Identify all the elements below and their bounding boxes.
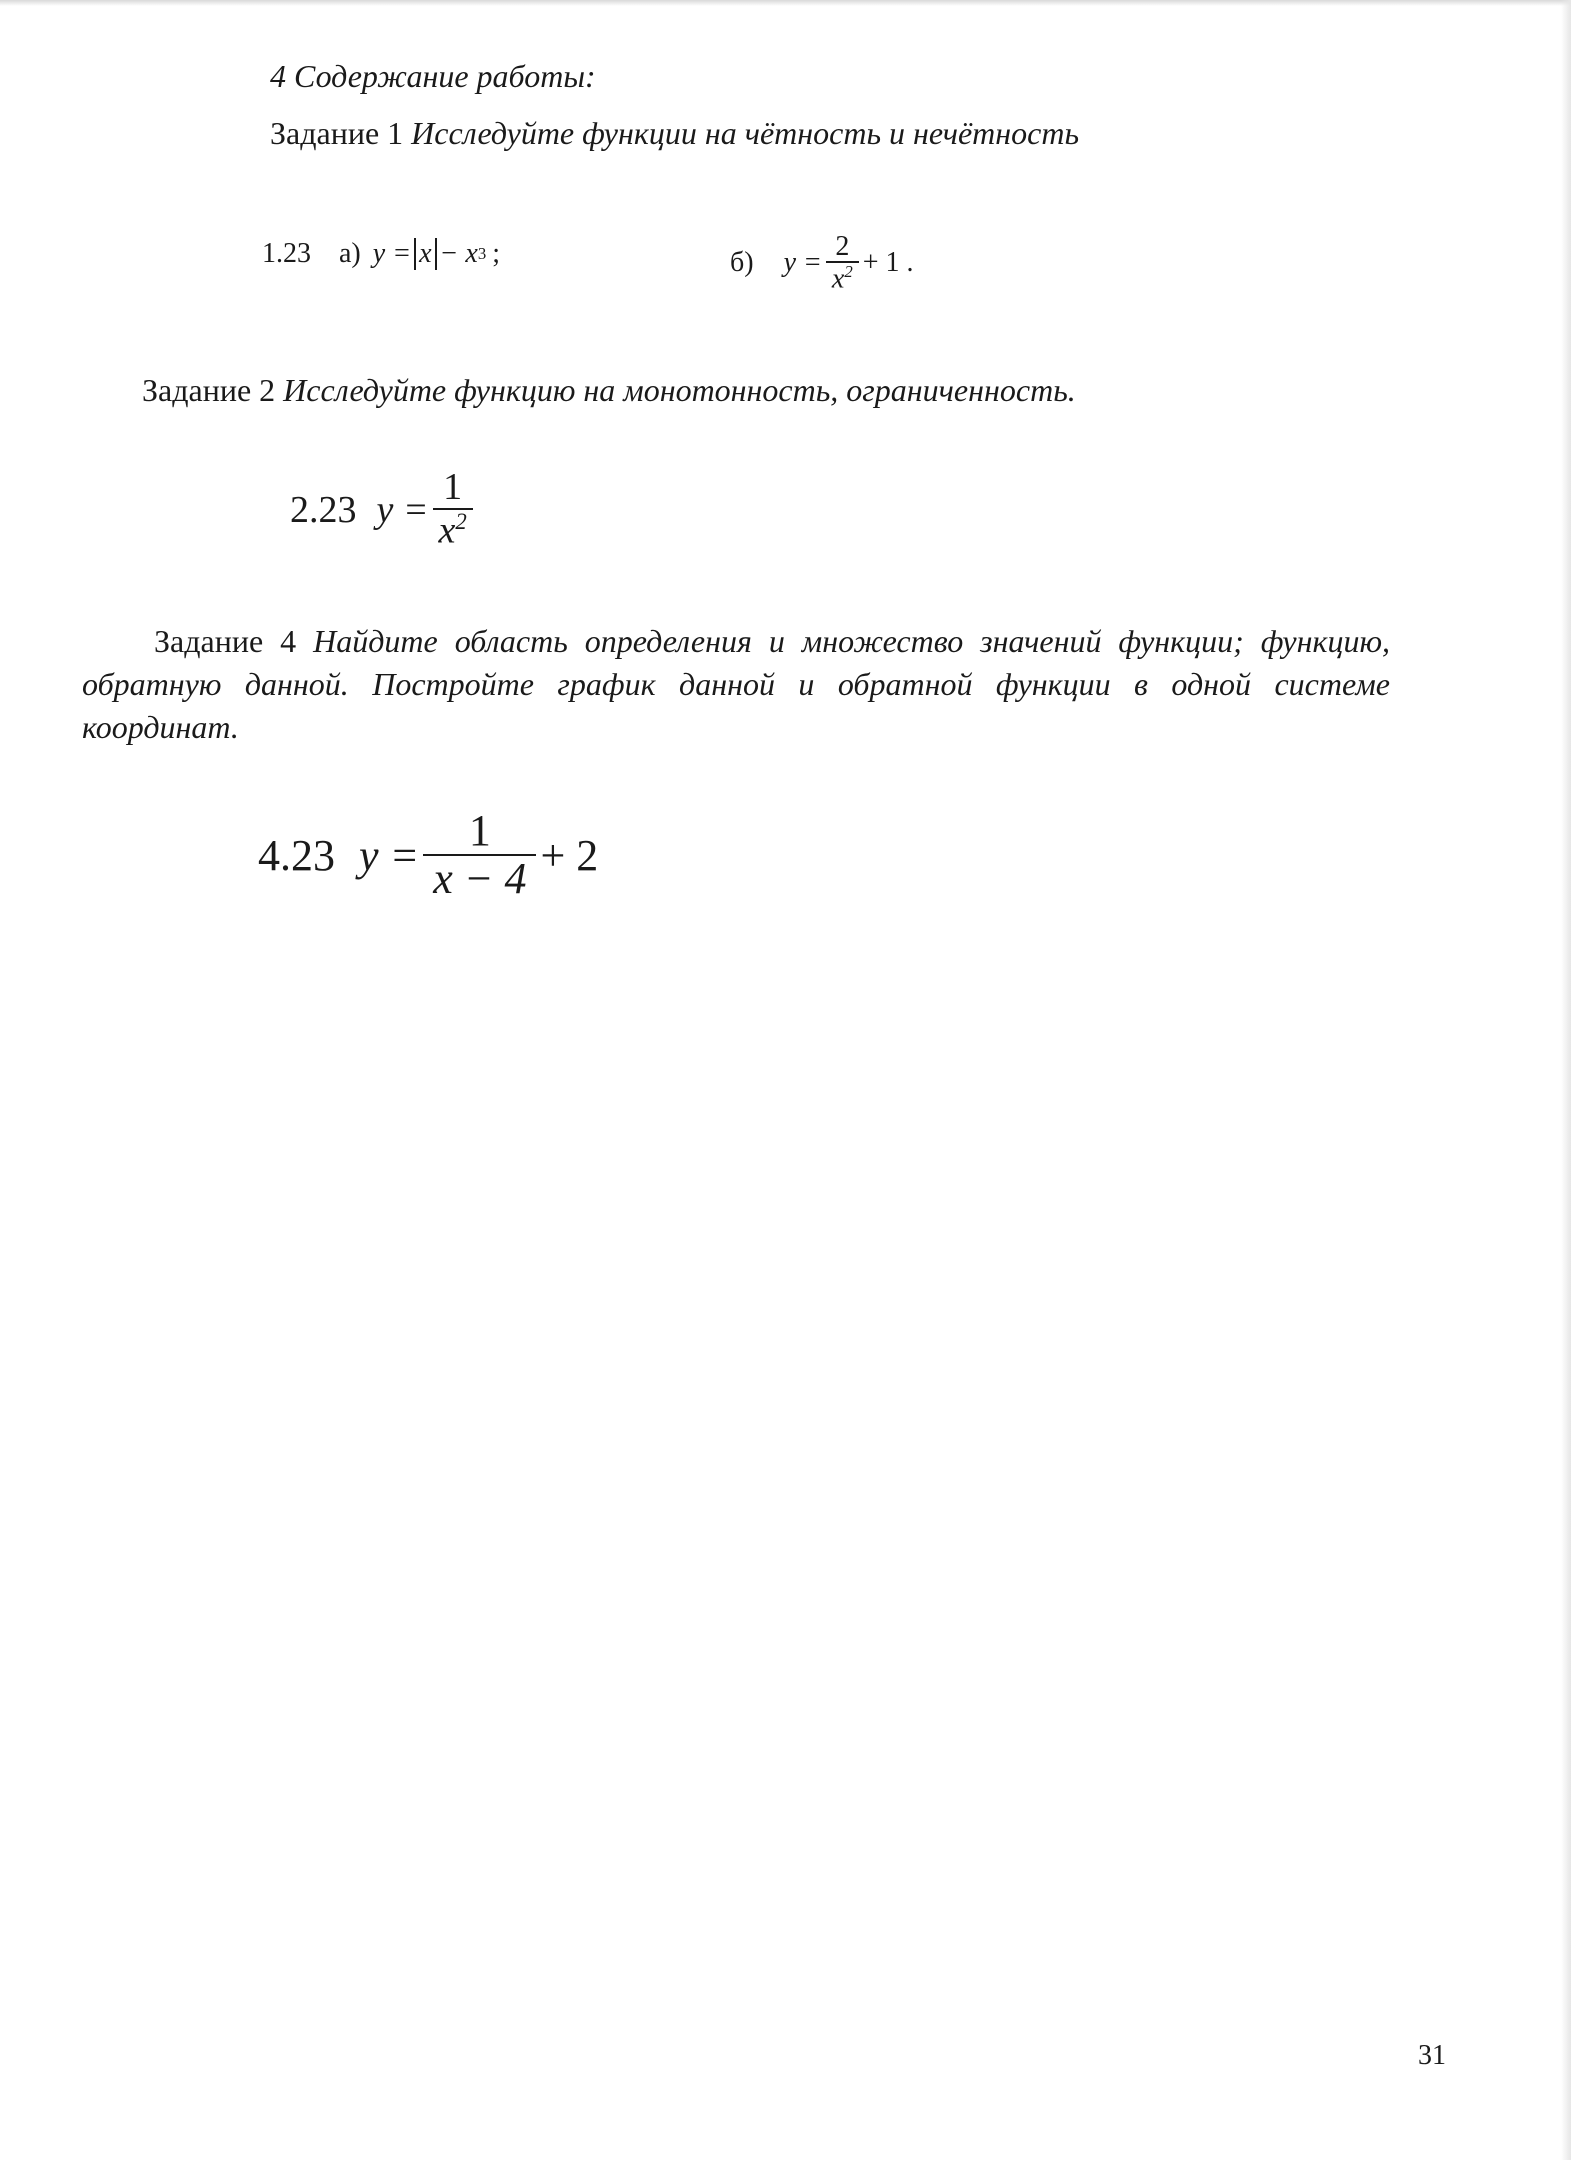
task4-number: 4.23 <box>258 830 335 880</box>
fraction-denominator: $x^2$ <box>826 261 859 294</box>
section-heading: 4 Содержание работы: <box>270 58 596 94</box>
fraction-numerator: 1 <box>443 466 463 508</box>
task1-number: 1.23 <box>262 238 311 269</box>
scan-edge-right <box>1561 0 1571 2160</box>
page-number: 31 <box>1418 2040 1446 2071</box>
task2-text: Исследуйте функцию на монотонность, ограниченность. <box>283 372 1076 408</box>
task1-formula-a <box>262 238 500 270</box>
task1-part-b-label: б) <box>730 247 754 279</box>
task4-text: Найдите область определения и множество значений функции; функцию, обратную данной. Постройте график данной и обратной функции в одной системе координат. <box>82 623 1390 745</box>
fraction-1-over-x-minus-4 <box>423 808 536 902</box>
task1-part-a-end: ; <box>492 238 501 269</box>
fraction-1-over-x2 <box>433 468 473 551</box>
task4-formula <box>258 808 598 902</box>
task4-rest: + 2 <box>540 830 599 880</box>
task1-part-b-rest: + 1 . <box>862 247 914 279</box>
task1-part-a-label: а) <box>339 238 361 269</box>
fraction-denominator: x − 4 <box>423 854 536 902</box>
task1-text: Исследуйте функции на чётность и нечётность <box>411 115 1080 151</box>
task2-heading <box>142 372 1076 409</box>
task1-part-a-exp: 3 <box>477 244 487 263</box>
task1-part-a-rest: − x <box>439 238 478 269</box>
task1-label: Задание 1 <box>270 115 404 151</box>
task1-heading <box>270 115 1079 152</box>
abs-value-x: x <box>414 238 436 270</box>
task2-formula <box>290 468 477 551</box>
task2-label: Задание 2 <box>142 372 276 408</box>
task1-formula-b <box>730 232 914 294</box>
fraction-2-over-x2 <box>826 232 859 294</box>
task4-label: Задание 4 <box>154 623 297 659</box>
fraction-numerator: 2 <box>835 231 850 262</box>
task4-lhs: y = <box>359 830 420 880</box>
task1-part-a-lhs: y = <box>372 238 412 269</box>
fraction-denominator: $x^2$ <box>433 508 473 552</box>
task2-lhs: y = <box>376 488 429 531</box>
fraction-numerator: 1 <box>468 806 491 855</box>
task2-number: 2.23 <box>290 488 357 531</box>
task1-part-b-lhs: y = <box>783 247 822 279</box>
scan-edge-top <box>0 0 1571 6</box>
task4-paragraph <box>82 620 1390 749</box>
